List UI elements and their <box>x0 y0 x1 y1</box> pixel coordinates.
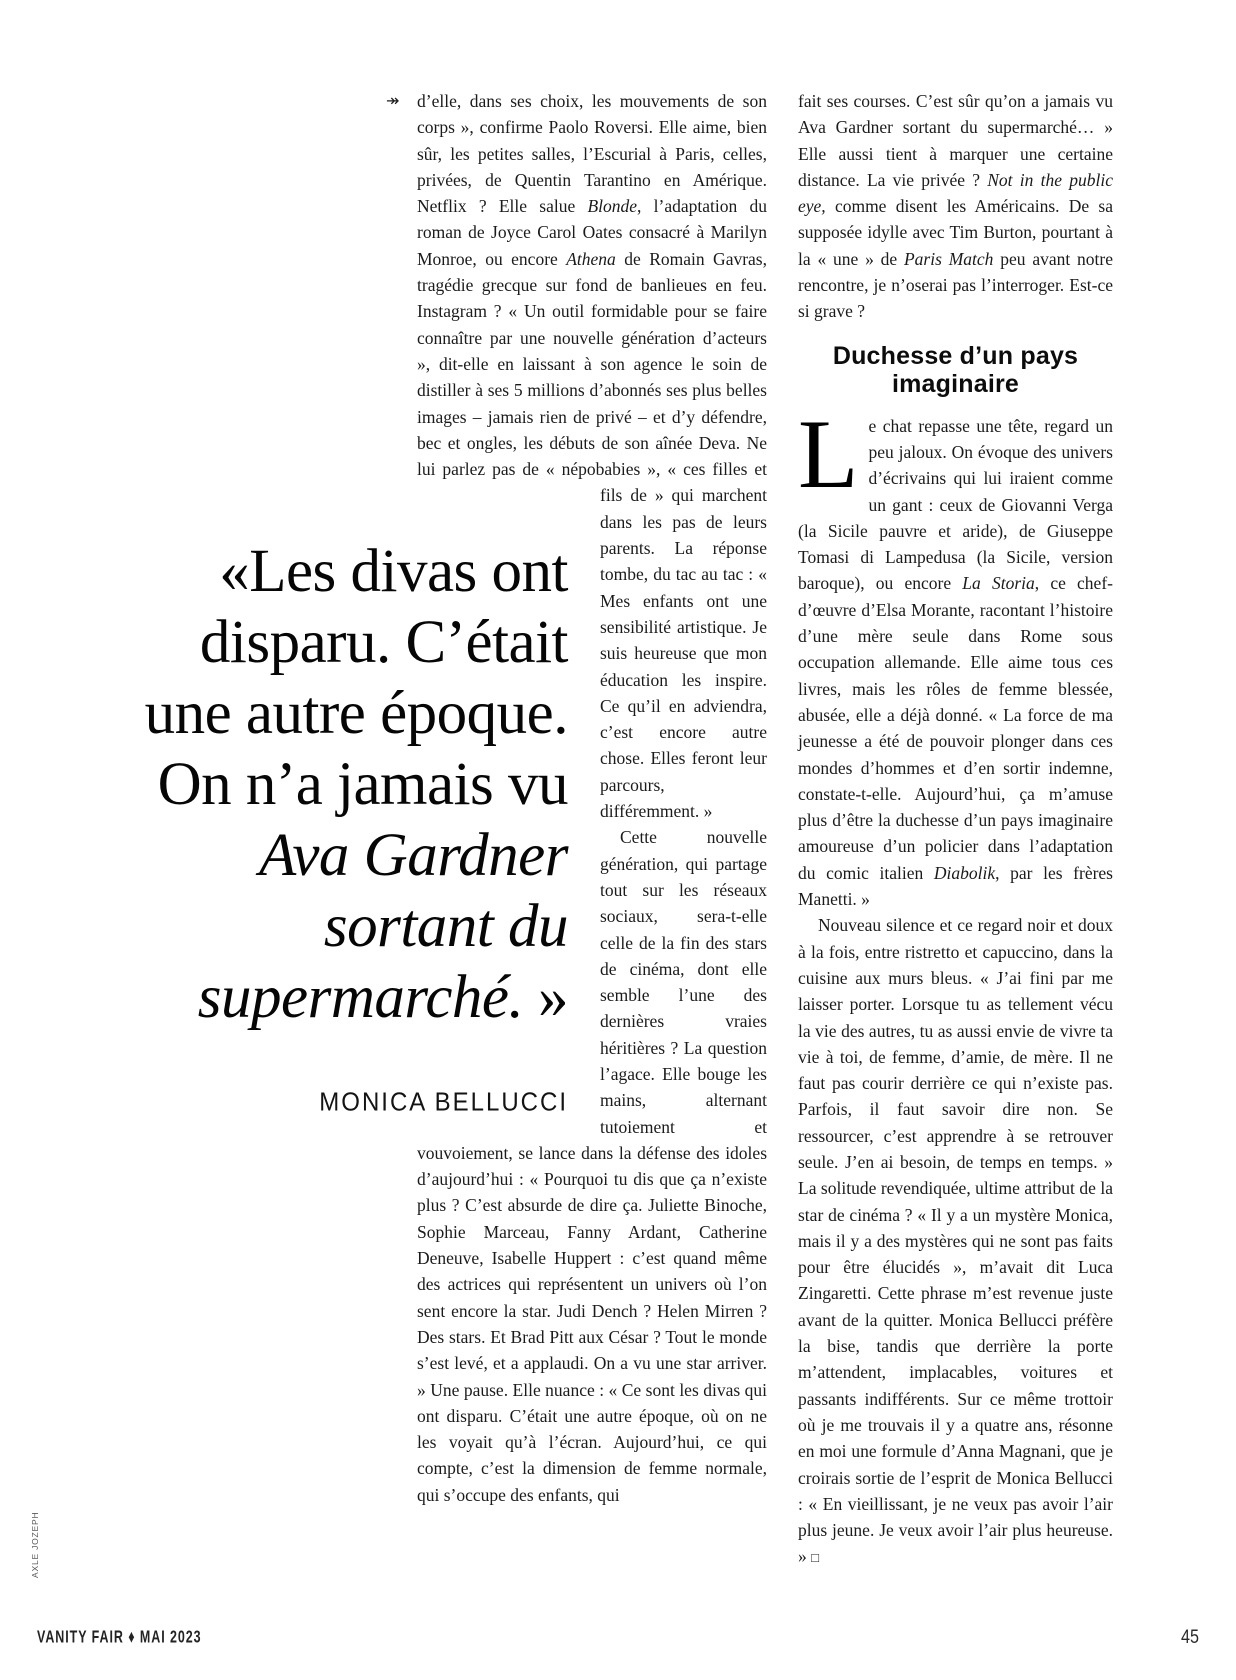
end-of-article-mark: □ <box>811 1550 819 1566</box>
photo-credit-vertical: AXLE JOZEPH <box>30 1511 40 1578</box>
pull-quote-line: supermarché. » <box>197 964 568 1031</box>
pull-quote-line: une autre époque. <box>144 680 568 747</box>
article-paragraph: ↠ d’elle, dans ses choix, les mouvements de son corps », confirme Paolo Roversi. Elle aime, bien sûr, les petites salles, l’Escurial à Paris, celles, privées, de Quentin Tarantino en Amérique. Netflix ? Elle salue Blonde, l’adaptation du roman de Joyce Carol Oates consacré à Marilyn Monroe, ou encore Athena de Romain Gavras, tragédie grecque sur fond de banlieues en feu. Instagram ? « Un outil formidable pour se faire connaître par une nouvelle génération d’acteurs », dit-elle en laissant à son agence le soin de distiller à ses 5 millions d’abonnés ses plus belles images – jamais rien de privé – et d’y défendre, bec et ongles, les débuts de son aînée Deva. Ne lui parlez pas de « népobabies », « ces filles et fils de » qui marchent dans les pas de leurs parents. La réponse tombe, du tac au tac : « Mes enfants ont une sensibilité artistique. Je suis heureuse que mon éducation les inspire. Ce qu’il en adviendra, c’est encore autre chose. Elles feront leur parcours, différemment. » <box>417 88 767 824</box>
article-paragraph: fait ses courses. C’est sûr qu’on a jamais vu Ava Gardner sortant du supermarché… » Elle aussi tient à marquer une certaine distance. La vie privée ? Not in the public eye, comme disent les Américains. De sa supposée idylle avec Tim Burton, pourtant à la « une » de Paris Match peu avant notre rencontre, je n’oserai pas l’interroger. Est-ce si grave ? <box>798 91 1113 322</box>
article-paragraph: Nouveau silence et ce regard noir et doux à la fois, entre ristretto et capuccino, dans la cuisine aux murs bleus. « J’ai fini par me laisser porter. Lorsque tu as tellement vécu la vie des autres, tu as aussi envie de vivre ta vie à toi, de femme, d’amie, de mère. Il ne faut pas courir derrière ce qui n’existe pas. Parfois, il faut savoir dire non. Se ressourcer, c’est apprendre à se retrouver seule. J’en ai besoin, de temps en temps. » La solitude revendiquée, ultime attribut de la star de cinéma ? « Il y a un mystère Monica, mais il y a des mystères qui ne sont pas faits pour être élucidés », m’avait dit Luca Zingaretti. Cette phrase m’est revenue juste avant de la quitter. Monica Bellucci préfère la bise, tandis que derrière la porte m’attendent, implacables, voitures et passants indifférents. Sur ce même trottoir où je me trouvais il y a quatre ans, résonne en moi une formule d’Anna Magnani, que je croirais sortie de l’esprit de Monica Bellucci : « En vieillissant, je ne veux pas avoir l’air plus jeune. Je veux avoir l’air plus heureuse. » □ <box>798 915 1113 1567</box>
article-paragraph: Cette nouvelle génération, qui partage tout sur les réseaux sociaux, sera-t-elle celle de la fin des stars de cinéma, dont elle semble l’une des dernières vraies héritières ? La question l’agace. Elle bouge les mains, alternant tutoiement et vouvoiement, se lance dans la défense des idoles d’aujourd’hui : « Pourquoi tu dis que ça n’existe plus ? C’est absurde de dire ça. Juliette Binoche, Sophie Marceau, Fanny Ardant, Catherine Deneuve, Isabelle Huppert : c’est quand même des actrices qui représentent un univers où l’on sent encore la star. Judi Dench ? Helen Mirren ? Des stars. Et Brad Pitt aux César ? Tout le monde s’est levé, et a applaudi. On a vu une star arriver. » Une pause. Elle nuance : « Ce sont les divas qui ont disparu. C’était une autre époque, où on ne les voyait qu’à l’écran. Aujourd’hui, ce qui compte, c’est la dimension de femme normale, qui s’occupe des enfants, qui <box>417 827 767 1505</box>
section-heading <box>798 342 1113 398</box>
article-paragraph-dropcap: Le chat repasse une tête, regard un peu jaloux. On évoque des univers d’écrivains qui lui iraient comme un gant : ceux de Giovanni Verga (la Sicile pauvre et aride), de Giuseppe Tomasi di Lampedusa (la Sicile, version baroque), ou encore La Storia, ce chef-d’œuvre d’Elsa Morante, racontant l’histoire d’une mère seule dans Rome sous occupation allemande. Elle aime tous ces livres, mais les rôles de femme blessée, abusée, elle a déjà donné. « La force de ma jeunesse a été de pouvoir plonger dans ces mondes d’hommes et d’en sortir indemne, constate-t-elle. Aujourd’hui, ça m’amuse plus d’être la duchesse d’un pays imaginaire amoureuse d’un policier dans l’adaptation du comic italien Diabolik, par les frères Manetti. » <box>798 399 1113 910</box>
pull-quote-line: sortant du <box>323 893 568 960</box>
continuation-arrow-icon: ↠ <box>386 91 400 110</box>
pull-quote-line: disparu. C’était <box>199 609 568 676</box>
pull-quote-attribution: MONICA BELLUCCI <box>319 1088 568 1118</box>
pull-quote-line: On n’a jamais vu <box>157 751 568 818</box>
section-heading-line: imaginaire <box>891 369 1020 398</box>
pull-quote-line: «Les divas ont <box>219 538 568 605</box>
pull-quote-wrap-spacer <box>417 482 600 1137</box>
pull-quote-line: Ava Gardner <box>258 822 568 889</box>
footer-magazine-date: VANITY FAIR ♦ MAI 2023 <box>37 1627 202 1647</box>
article-column-right <box>798 88 1113 1572</box>
drop-cap: L <box>798 399 859 509</box>
page-number: 45 <box>1181 1627 1199 1648</box>
section-heading-line: Duchesse d’un pays <box>832 341 1079 370</box>
